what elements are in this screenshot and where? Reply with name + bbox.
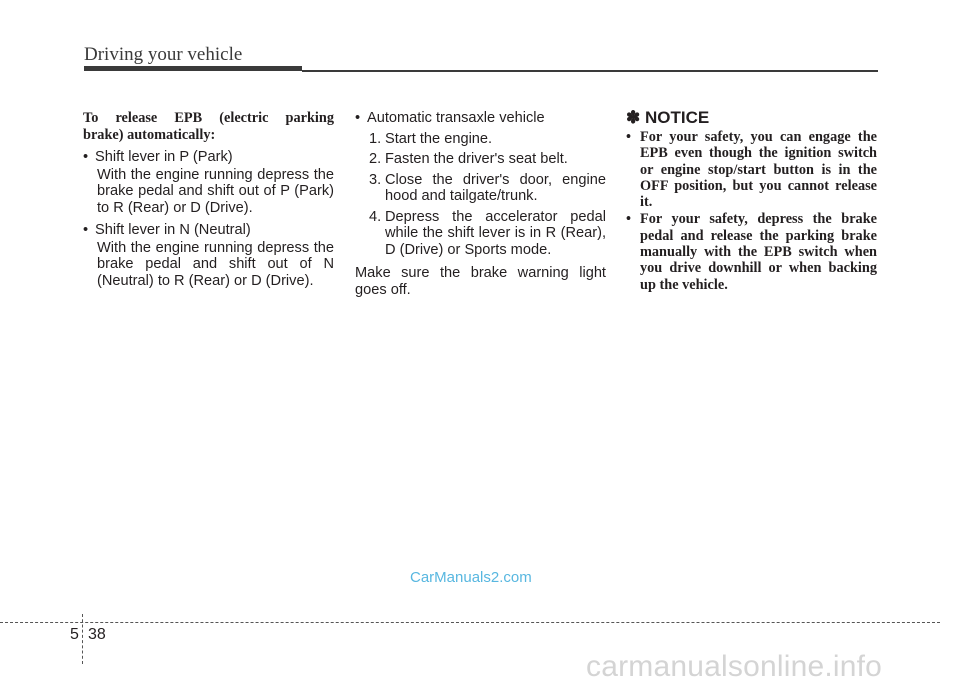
item-label: Shift lever in N (Neutral) bbox=[95, 222, 251, 238]
list-item bbox=[83, 149, 334, 166]
bullet-icon: • bbox=[626, 129, 632, 145]
item-description: With the engine running depress the brake pedal and shift out of N (Neutral) to R (Rear) or D (Drive). bbox=[97, 239, 334, 289]
bullet-icon: • bbox=[626, 211, 632, 228]
step-number: 2. bbox=[369, 151, 382, 167]
list-item bbox=[83, 222, 334, 239]
item-description: With the engine running depress the brake pedal and shift out of P (Park) to R (Rear) or D (Drive). bbox=[97, 166, 334, 216]
watermark-link[interactable]: CarManuals2.com bbox=[410, 569, 532, 586]
notice-list bbox=[626, 129, 877, 293]
header-rule-thick bbox=[84, 66, 302, 71]
step-item bbox=[355, 172, 606, 205]
notice-item bbox=[626, 211, 877, 292]
notice-item bbox=[626, 129, 877, 210]
step-text: Fasten the driver's seat belt. bbox=[385, 151, 568, 167]
site-watermark: carmanualsonline.info bbox=[586, 650, 883, 683]
step-item bbox=[355, 151, 606, 168]
step-text: Depress the accelerator pedal while the shift lever is in R (Rear), D (Drive) or Sports mode. bbox=[385, 208, 606, 258]
notice-box bbox=[626, 110, 877, 294]
footer-page-divider bbox=[82, 614, 83, 664]
step-number: 4. bbox=[369, 208, 382, 225]
column-2 bbox=[355, 110, 606, 298]
chapter-number: 5 bbox=[70, 626, 79, 643]
heading-line-1: To release EPB (electric parking bbox=[83, 110, 334, 126]
list-item bbox=[355, 110, 606, 127]
item-label: Shift lever in P (Park) bbox=[95, 149, 233, 165]
bullet-icon: • bbox=[83, 149, 89, 165]
bullet-icon: • bbox=[355, 110, 361, 126]
page-number: 38 bbox=[88, 626, 106, 643]
closing-paragraph: Make sure the brake warning light goes off. bbox=[355, 265, 606, 298]
step-text: Close the driver's door, engine hood and tailgate/trunk. bbox=[385, 171, 606, 204]
heading-line-2: brake) automatically: bbox=[83, 126, 216, 143]
item-label: Automatic transaxle vehicle bbox=[367, 110, 545, 126]
section-header-title: Driving your vehicle bbox=[84, 44, 243, 65]
notice-heading bbox=[626, 108, 877, 128]
step-item bbox=[355, 209, 606, 259]
asterisk-icon: ✽ bbox=[626, 108, 641, 127]
column-1 bbox=[83, 110, 334, 289]
footer-divider bbox=[0, 622, 940, 623]
notice-text: For your safety, depress the brake pedal and release the parking brake manually with the EPB switch when you drive downhill or when backing up the vehicle. bbox=[640, 211, 877, 293]
notice-text: For your safety, you can engage the EPB even though the ignition switch or engine stop/start button is in the OFF position, but you cannot release it. bbox=[640, 129, 877, 211]
header-rule-thin bbox=[302, 70, 878, 72]
step-text: Start the engine. bbox=[385, 130, 493, 147]
step-number: 1. bbox=[369, 130, 382, 147]
step-number: 3. bbox=[369, 171, 382, 188]
step-item bbox=[355, 131, 606, 148]
release-epb-heading bbox=[83, 110, 334, 143]
notice-title: NOTICE bbox=[644, 108, 710, 127]
bullet-icon: • bbox=[83, 222, 89, 238]
